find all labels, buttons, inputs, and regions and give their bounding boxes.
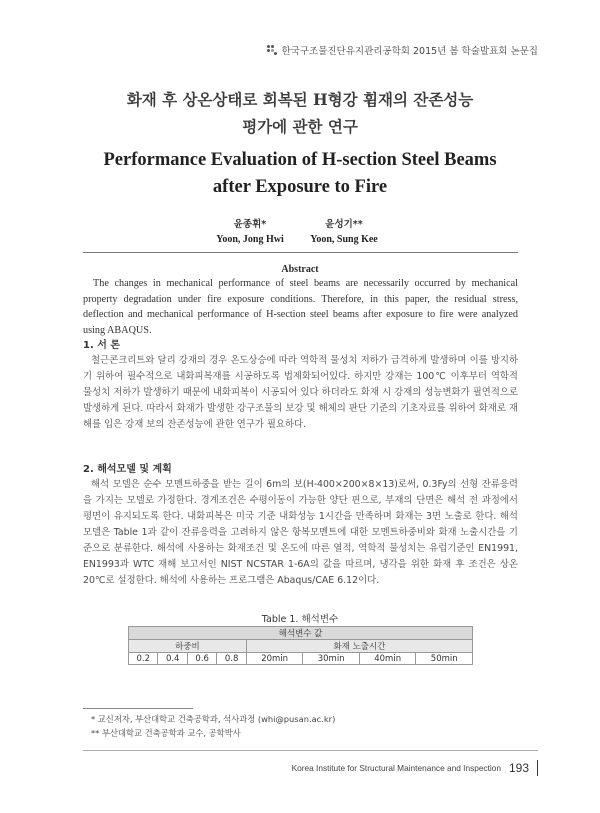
author-1-english-name: Yoon, Jong Hwi	[216, 234, 284, 245]
title-english-line-1: Performance Evaluation of H-section Steel Beams	[103, 150, 497, 170]
footer-institute: Korea Institute for Structural Maintenance and Inspection	[291, 763, 501, 773]
parameters-table	[128, 626, 473, 665]
table-group-load-ratio: 하중비	[129, 640, 247, 653]
leaf-logo-icon	[267, 45, 277, 55]
title-english-line-2: after Exposure to Fire	[212, 177, 388, 197]
section-1-heading: 1. 서 론	[83, 340, 121, 351]
author-2-korean-name: 윤성기**	[325, 219, 363, 230]
section-2-paragraph: 해석 모델은 순수 모멘트하중을 받는 길이 6m의 보(H-400×200×8×13)로써, 0.3Fy의 선형 잔류응력을 가지는 모델로 가정한다. 경계조건은 수평이동이 가능한 양단 핀으로, 부재의 단면은 해석 전 과정에서 평면이 유지되도록 한다. 내화피복은 미국 기준 내화성능 1시간을 만족하며 화재는 3면 노출로 한다. 해석모델은 Table 1과 같이 잔류응력을 고려하지 않은 항복모멘트에 대한 모멘트하중비와 화재 노출시간을 기준으로 분류한다. 해석에 사용하는 화재조건 및 온도에 따른 열적, 역학적 물성치는 유럽기준인 EN1991, EN1993과 WTC 재해 보고서인 NIST NCSTAR 1-6A의 값을 따르며, 냉각을 위한 화재 후 조건은 상온 20℃로 설정한다. 해석에 사용하는 프로그램은 Abaqus/CAE 6.12이다.	[83, 479, 518, 586]
title-korean-line-2: 평가에 관한 연구	[242, 117, 358, 136]
table-cell: 20min	[246, 653, 303, 665]
running-head	[267, 43, 538, 57]
table-header: 해석변수 값	[129, 627, 473, 640]
footnote-1: * 교신저자, 부산대학교 건축공학과, 석사과정 (whi@pusan.ac.kr)	[91, 714, 336, 724]
table-cell: 50min	[416, 653, 473, 665]
table-cell: 0.4	[158, 653, 187, 665]
table-cell: 0.8	[217, 653, 246, 665]
author-2-english-name: Yoon, Sung Kee	[310, 234, 378, 245]
footer-bar	[537, 760, 538, 776]
table-cell: 30min	[303, 653, 360, 665]
page-number: 193	[508, 761, 529, 775]
table-cell: 0.6	[187, 653, 216, 665]
table-row	[129, 653, 473, 665]
table-caption: Table 1. 해석변수	[261, 614, 339, 625]
section-1-paragraph: 철근콘크리트와 달리 강재의 경우 온도상승에 따라 역학적 물성치 저하가 급격하게 발생하며 이를 방지하기 위하여 필수적으로 내화피복재를 시공하도록 법제화되어있다. 하지만 강재는 100℃ 이후부터 역학적 물성치 저하가 발생하기 때문에 내화피복이 시공되어 있다 하더라도 화재 시 강재의 성능변화가 필연적으로 발생하게 된다. 따라서 화재가 발생한 강구조물의 보강 및 해체의 판단 기준의 기초자료를 위하여 화재로 재해를 입은 강재 보의 잔존성능에 관한 연구가 필요하다.	[83, 355, 518, 430]
section-2-heading: 2. 해석모델 및 계획	[83, 464, 172, 475]
footnote-divider	[83, 708, 193, 709]
author-2	[298, 216, 390, 245]
running-head-text: 한국구조물진단유지관리공학회 2015년 봄 학술발표회 논문집	[281, 46, 538, 57]
abstract-title: Abstract	[281, 264, 319, 275]
author-1-korean-name: 윤종휘*	[233, 219, 267, 230]
page-footer	[292, 760, 538, 776]
footer-divider	[83, 750, 538, 751]
table-cell: 40min	[359, 653, 416, 665]
abstract-text: The changes in mechanical performance of steel beams are necessarily occurred by mechanical property degradation under fire exposure conditions. Therefore, in this paper, the residual stress, deflection and mechanical performance of H-section steel beams after exposure to fire were analyzed using ABAQUS.	[83, 278, 518, 336]
table-group-exposure-time: 화재 노출시간	[246, 640, 472, 653]
header-divider	[83, 252, 518, 253]
table-cell: 0.2	[129, 653, 158, 665]
title-korean-line-1: 화재 후 상온상태로 회복된 H형강 휨재의 잔존성능	[126, 90, 474, 109]
author-1	[205, 216, 295, 245]
footnote-2: ** 부산대학교 건축공학과 교수, 공학박사	[91, 728, 241, 738]
